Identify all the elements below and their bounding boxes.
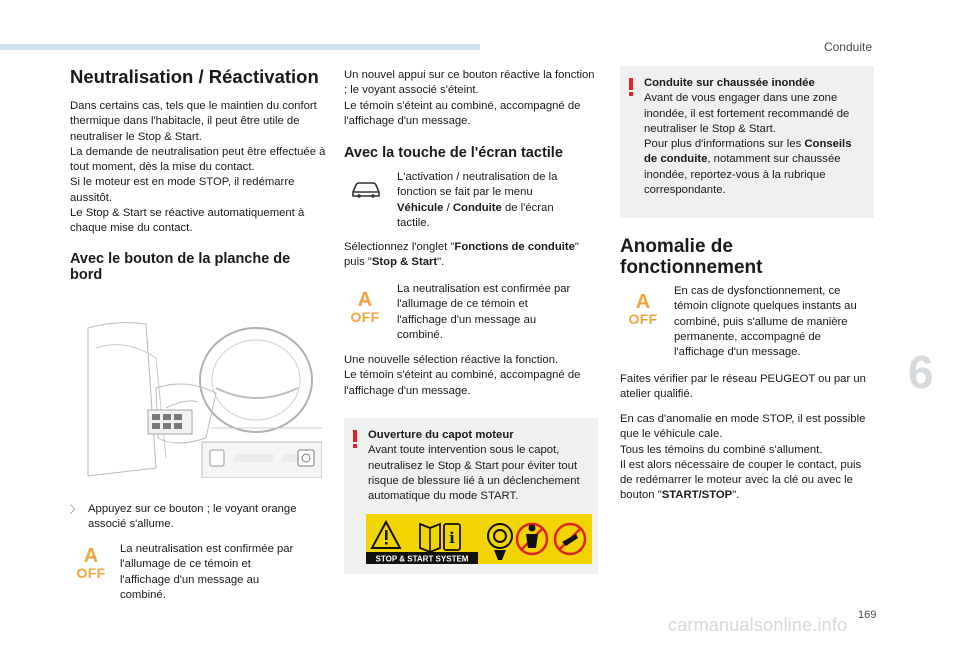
tab-fonctions-conduite: Fonctions de conduite [454,241,575,253]
a-off-letter: A [357,289,373,311]
car-icon [350,178,382,200]
bullet-text: Appuyez sur ce bouton ; le voyant orange associé s'allume. [88,503,297,531]
a-off-label: OFF [350,309,380,325]
subsection-heading-touchscreen: Avec la touche de l'écran tactile [344,145,563,162]
section-title: Conduite [823,40,872,54]
neutralisation-confirm-text: La neutralisation est confirmée par l'allumage de ce témoin et l'affichage d'un message au combiné. [120,543,294,601]
watermark: carmanualsonline.info [668,615,848,635]
a-off-label: OFF [628,311,658,327]
a-off-letter: A [83,545,99,567]
a-off-icon [76,546,106,580]
stop-anomaly-text: En cas d'anomalie en mode STOP, il est possible que le véhicule cale. Tous les témoins du combiné s'allument. Il est alors nécessaire de couper le contact, puis de redémarrer le moteur avec la clé ou avec le bouton " [620,413,866,502]
reselect-paragraph: Une nouvelle sélection réactive la fonction. Le témoin s'éteint au combiné, accompagné de l'affichage d'un message. [344,354,581,397]
menu-vehicule: Véhicule [397,201,444,214]
driving-tips-link-text: Conseils de conduite [644,138,852,166]
bullet-press-button [70,502,322,533]
warning-title: Ouverture du capot moteur [368,429,514,441]
header-bar [0,44,480,50]
select-text-1: Sélectionnez l'onglet " [344,241,455,253]
touch-text-start: L'activation / neutralisation de la fonction se fait par le menu [397,171,558,199]
warning-text-part1: Avant de vous engager dans une zone inondée, il est fortement recommandé de neutraliser le Stop & Start. Pour plus d'informations sur les [644,92,850,151]
warning-title: Conduite sur chaussée inondée [644,77,815,89]
warning-text [644,91,862,198]
stop-start-warning-label [366,514,592,564]
select-text-3: ". [437,256,445,269]
neutralisation-confirm-text-2: La neutralisation est confirmée par l'allumage de ce témoin et l'affichage d'un message au combiné. [397,283,571,341]
subsection-heading-dashboard: Avec le bouton de la planche de bord [70,250,291,283]
touch-text-end: de l'écran tactile. [397,201,554,229]
start-stop-button-label: START/STOP [661,489,733,502]
check-network-paragraph: Faites vérifier par le réseau PEUGEOT ou par un atelier qualifié. [620,373,866,401]
page-number: 169 [858,609,877,621]
reactivation-paragraph: Un nouvel appui sur ce bouton réactive la fonction ; le voyant associé s'éteint. Le témoin s'éteint au combiné, accompagné de l'affichage d'un message. [344,69,595,127]
warning-text-part2: , notamment sur chaussée inondée, reportez-vous à la rubrique correspondante. [644,153,841,197]
dashboard-illustration [86,318,322,478]
malfunction-text: En cas de dysfonctionnement, ce témoin clignote quelques instants au combiné, puis s'allume de manière permanente, accompagné de l'affichage d'un message. [674,285,857,359]
column-2 [344,68,600,173]
info-icon: i [449,529,455,547]
warning-exclamation-icon [352,430,358,448]
select-text-2: " puis " [344,241,579,269]
a-off-icon [350,290,380,324]
warning-box-flooded [620,66,874,218]
menu-conduite: Conduite [452,201,502,214]
column-1 [70,66,326,295]
column-3 [620,236,876,290]
warning-exclamation-icon [628,78,634,96]
touch-sep: / [443,201,453,214]
a-off-label: OFF [76,565,106,581]
a-off-letter: A [635,291,651,313]
stop-mode-anomaly-paragraph [620,412,876,504]
bullet-arrow-icon: 〉 [70,505,80,516]
touchscreen-text [397,170,577,231]
section-heading-anomaly: Anomalie de fonctionnement [620,236,763,278]
intro-paragraph: Dans certains cas, tels que le maintien du confort thermique dans l'habitacle, il peut être utile de neutraliser le Stop & Start. La demande de neutralisation peut être effectuée à tout moment, dès la mise du contact. Si le moteur est en mode STOP, il redémarre aussitôt. Le Stop & Start se réactive automatiquement à chaque mise du contact. [70,100,326,235]
section-heading: Neutralisation / Réactivation [70,66,319,87]
warning-text: Avant toute intervention sous le capot, neutralisez le Stop & Start pour éviter tout risque de blessure lié à un déclenchement automatique du mode START. [368,444,580,503]
stop-start-banner: STOP & START SYSTEM [375,554,469,564]
chapter-number: 6 [908,346,934,398]
stop-anomaly-end: ". [732,489,740,502]
tab-stop-start: Stop & Start [371,256,438,269]
a-off-icon [628,292,658,326]
select-tab-text [344,240,600,271]
